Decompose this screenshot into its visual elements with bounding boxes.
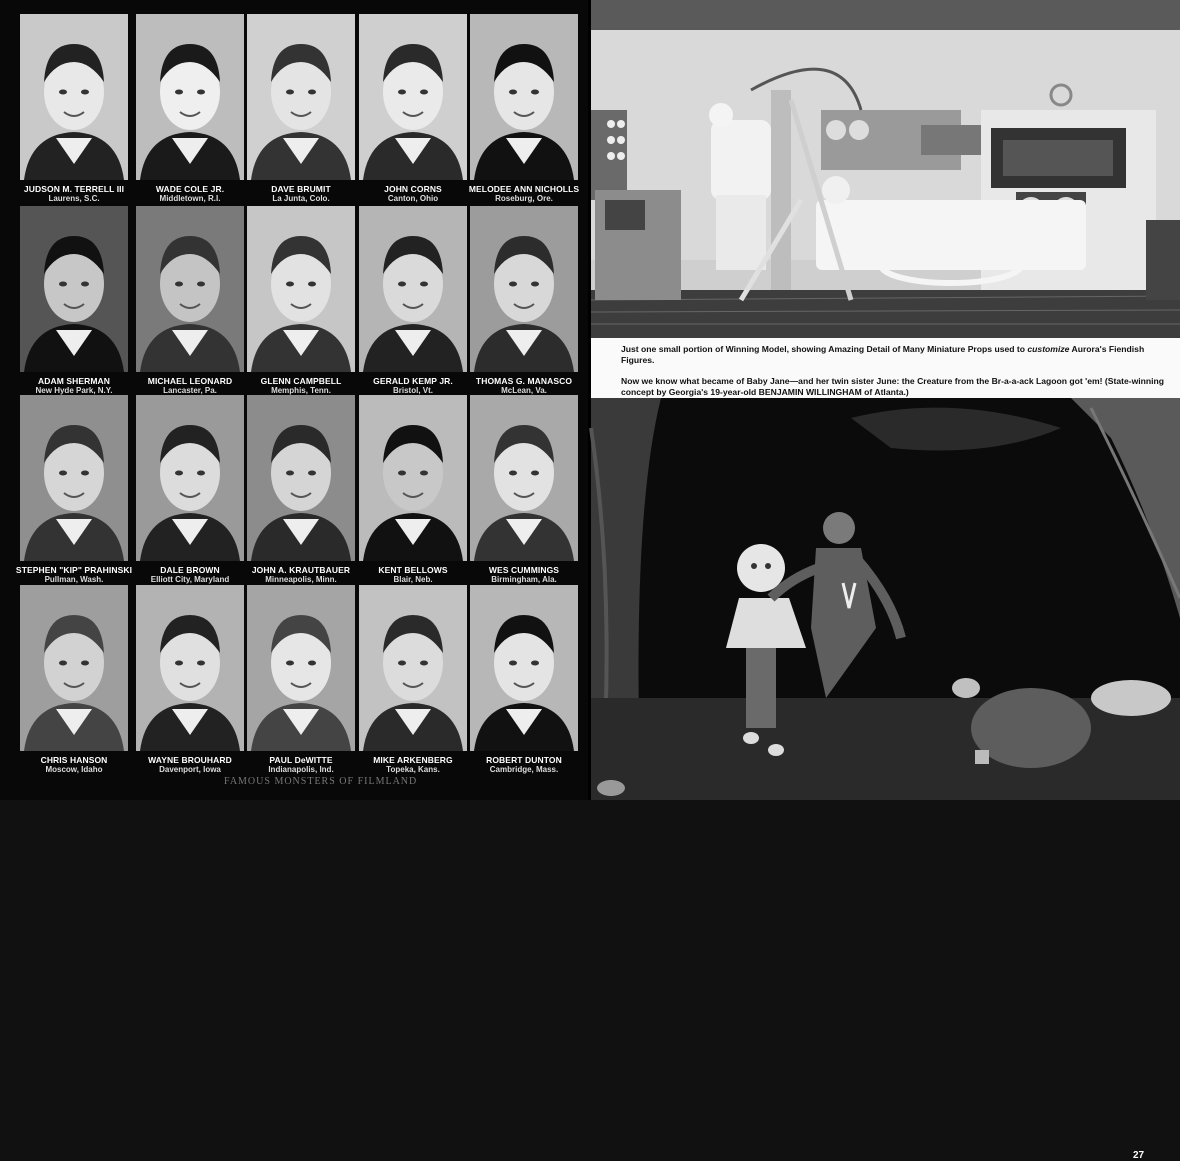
portrait-photo bbox=[247, 14, 355, 180]
portrait-name: KENT BELLOWS bbox=[378, 565, 448, 575]
portrait-name: MIKE ARKENBERG bbox=[373, 755, 453, 765]
portrait-photo bbox=[247, 395, 355, 561]
portrait-hometown: Topeka, Kans. bbox=[386, 765, 440, 774]
portrait-hometown: Middletown, R.I. bbox=[159, 194, 221, 203]
portrait-hometown: Memphis, Tenn. bbox=[271, 386, 331, 395]
portrait-name: CHRIS HANSON bbox=[40, 755, 108, 765]
portrait-photo bbox=[20, 585, 128, 751]
portrait-hometown: Elliott City, Maryland bbox=[150, 575, 230, 584]
portrait-name: DAVE BRUMIT bbox=[271, 184, 331, 194]
page-number: 27 bbox=[1133, 1150, 1145, 1161]
portrait-name: JUDSON M. TERRELL III bbox=[23, 184, 125, 194]
portrait-photo bbox=[470, 585, 578, 751]
portrait-hometown: Birmingham, Ala. bbox=[491, 575, 557, 584]
portrait-photo bbox=[359, 395, 467, 561]
portrait-name: JOHN A. KRAUTBAUER bbox=[251, 565, 351, 575]
portrait-name: ROBERT DUNTON bbox=[486, 755, 562, 765]
portrait-photo bbox=[136, 206, 244, 372]
portrait-photo bbox=[470, 14, 578, 180]
portrait-name: PAUL DeWITTE bbox=[269, 755, 333, 765]
portrait-photo bbox=[136, 14, 244, 180]
caption-text: Just one small portion of Winning Model, showing Amazing Detail of Many Miniature Props used to bbox=[621, 344, 1028, 354]
portrait-photo bbox=[247, 206, 355, 372]
portrait-hometown: Minneapolis, Minn. bbox=[265, 575, 337, 584]
left-page bbox=[0, 0, 588, 800]
portrait-hometown: Moscow, Idaho bbox=[45, 765, 103, 774]
portrait-photo bbox=[359, 206, 467, 372]
portrait-hometown: New Hyde Park, N.Y. bbox=[35, 386, 113, 395]
portrait-name: DALE BROWN bbox=[160, 565, 220, 575]
caption-text-end: Aurora's Fiendish Figures. bbox=[621, 344, 1145, 365]
portrait-name: GERALD KEMP JR. bbox=[373, 376, 453, 386]
portrait-photo bbox=[470, 395, 578, 561]
caption-winning-model bbox=[621, 344, 1171, 365]
portrait-hometown: Blair, Neb. bbox=[393, 575, 433, 584]
portrait-hometown: Lancaster, Pa. bbox=[163, 386, 217, 395]
portrait-name: WAYNE BROUHARD bbox=[148, 755, 232, 765]
portrait-name: THOMAS G. MANASCO bbox=[475, 376, 573, 386]
portrait-hometown: Cambridge, Mass. bbox=[489, 765, 559, 774]
portrait-name: ADAM SHERMAN bbox=[37, 376, 111, 386]
portrait-name: JOHN CORNS bbox=[384, 184, 442, 194]
caption-emphasis: customize bbox=[1027, 344, 1070, 354]
portrait-name: GLENN CAMPBELL bbox=[260, 376, 342, 386]
portrait-name: STEPHEN "KIP" PRAHINSKI bbox=[15, 565, 133, 575]
portrait-photo bbox=[470, 206, 578, 372]
portrait-hometown: La Junta, Colo. bbox=[272, 194, 330, 203]
magazine-footer: FAMOUS MONSTERS OF FILMLAND bbox=[224, 776, 418, 787]
portrait-photo bbox=[136, 395, 244, 561]
portrait-hometown: Canton, Ohio bbox=[387, 194, 439, 203]
portrait-name: WADE COLE JR. bbox=[155, 184, 225, 194]
portrait-photo bbox=[359, 585, 467, 751]
portrait-hometown: Davenport, Iowa bbox=[159, 765, 221, 774]
portrait-photo bbox=[247, 585, 355, 751]
right-page bbox=[591, 0, 1180, 1161]
portrait-photo bbox=[359, 14, 467, 180]
portrait-photo bbox=[20, 395, 128, 561]
portrait-hometown: Pullman, Wash. bbox=[44, 575, 104, 584]
portrait-hometown: Roseburg, Ore. bbox=[495, 194, 553, 203]
portrait-hometown: Bristol, Vt. bbox=[392, 386, 433, 395]
portrait-photo bbox=[136, 585, 244, 751]
creature-diorama-photo bbox=[591, 398, 1180, 1161]
caption-creature-scene: Now we know what became of Baby Jane—and her twin sister June: the Creature from the Br-a-a-ack Lagoon got 'em! (State-winning concept by Georgia's 19-year-old BENJAMIN WILLINGHAM of Atlanta.) bbox=[621, 376, 1165, 397]
portrait-hometown: Laurens, S.C. bbox=[48, 194, 100, 203]
portrait-name: WES CUMMINGS bbox=[488, 565, 560, 575]
portrait-hometown: Indianapolis, Ind. bbox=[268, 765, 334, 774]
portrait-hometown: McLean, Va. bbox=[501, 386, 547, 395]
portrait-photo bbox=[20, 206, 128, 372]
portrait-photo bbox=[20, 14, 128, 180]
portrait-name: MELODEE ANN NICHOLLS bbox=[468, 184, 580, 194]
lab-model-photo bbox=[591, 0, 1180, 338]
portrait-name: MICHAEL LEONARD bbox=[147, 376, 233, 386]
